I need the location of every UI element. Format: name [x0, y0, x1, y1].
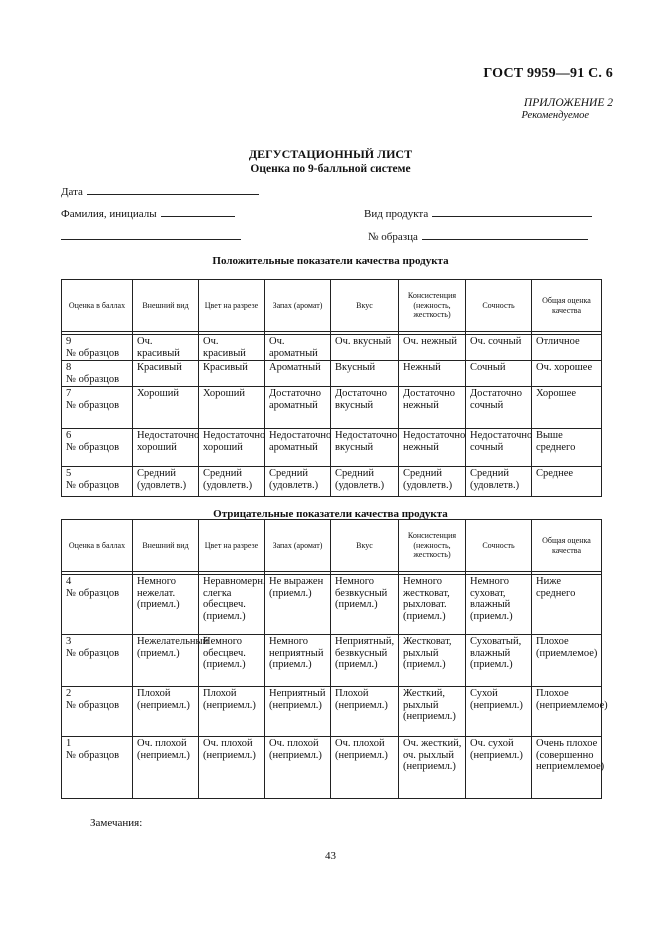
table-cell: Суховатый, влажный (приемл.) [466, 635, 532, 687]
column-header: Вкус [331, 520, 399, 572]
table-row [62, 429, 602, 467]
table-cell: Немного жестковат, рыхловат. (приемл.) [399, 575, 466, 635]
table-cell: Хороший [199, 387, 265, 429]
table-cell: Оч. плохой (неприемл.) [199, 737, 265, 799]
sample-label: № образцов [66, 373, 120, 385]
sample-label: № образца [368, 231, 418, 243]
score-cell [62, 335, 133, 361]
score-cell [62, 687, 133, 737]
table-row [62, 467, 602, 497]
negative-header-row [62, 520, 602, 572]
column-header: Оценка в баллах [62, 280, 133, 332]
table-cell: Немного неприятный (приемл.) [265, 635, 331, 687]
date-label: Дата [61, 186, 83, 198]
table-cell: Красивый [199, 361, 265, 387]
positive-caption: Положительные показатели качества продукта [212, 255, 449, 267]
sample-label: № образцов [66, 347, 120, 359]
page-subtitle: Оценка по 9-балльной системе [250, 163, 411, 175]
score-cell [62, 387, 133, 429]
table-row [62, 687, 602, 737]
table-cell: Оч. ароматный [265, 335, 331, 361]
table-cell: Средний (удовлетв.) [265, 467, 331, 497]
column-header: Оценка в баллах [62, 520, 133, 572]
score-value: 8 [66, 362, 72, 373]
column-header: Запах (аромат) [265, 520, 331, 572]
table-cell: Сухой (неприемл.) [466, 687, 532, 737]
table-cell: Немного нежелат. (приемл.) [133, 575, 199, 635]
table-row [62, 737, 602, 799]
table-cell: Жестковат, рыхлый (приемл.) [399, 635, 466, 687]
sample-label: № образцов [66, 647, 120, 659]
standard-number: ГОСТ 9959—91 С. 6 [483, 66, 613, 81]
sample-field[interactable] [368, 231, 588, 243]
table-cell: Плохое (приемлемое) [532, 635, 602, 687]
table-cell: Жесткий, рыхлый (неприемл.) [399, 687, 466, 737]
table-cell: Оч. жесткий, оч. рыхлый (неприемл.) [399, 737, 466, 799]
column-header: Вкус [331, 280, 399, 332]
score-cell [62, 361, 133, 387]
score-value: 2 [66, 688, 72, 699]
recommended-label: Рекомендуемое [521, 110, 589, 121]
table-row [62, 335, 602, 361]
product-field[interactable] [364, 208, 592, 220]
negative-quality-table [61, 519, 608, 799]
name-field-continuation[interactable] [61, 231, 241, 243]
column-header: Общая оценка качества [532, 280, 602, 332]
table-cell: Немного безвкусный (приемл.) [331, 575, 399, 635]
table-cell: Немного суховат, влажный (приемл.) [466, 575, 532, 635]
table-cell: Недостаточно вкусный [331, 429, 399, 467]
table-cell: Достаточно ароматный [265, 387, 331, 429]
name-field[interactable] [61, 208, 235, 220]
name-label: Фамилия, инициалы [61, 208, 157, 220]
column-header: Сочность [466, 280, 532, 332]
score-value: 1 [66, 738, 72, 749]
table-cell: Недостаточно хороший [199, 429, 265, 467]
sample-label: № образцов [66, 699, 120, 711]
table-cell: Средний (удовлетв.) [331, 467, 399, 497]
table-row [62, 361, 602, 387]
table-cell: Недостаточно хороший [133, 429, 199, 467]
table-cell: Оч. вкусный [331, 335, 399, 361]
sample-label: № образцов [66, 587, 120, 599]
table-cell: Вкусный [331, 361, 399, 387]
column-header: Цвет на разрезе [199, 280, 265, 332]
table-cell: Средний (удовлетв.) [133, 467, 199, 497]
score-value: 9 [66, 336, 72, 347]
positive-quality-table [61, 279, 602, 497]
table-row [62, 387, 602, 429]
table-cell: Плохое (неприемлемое) [532, 687, 602, 737]
column-header: Сочность [466, 520, 532, 572]
table-cell: Средний (удовлетв.) [199, 467, 265, 497]
score-value: 4 [66, 576, 72, 587]
column-header: Цвет на разрезе [199, 520, 265, 572]
table-cell: Достаточно вкусный [331, 387, 399, 429]
table-cell: Недостаточно ароматный [265, 429, 331, 467]
column-header: Консистенция (нежность, жесткость) [399, 520, 466, 572]
table-cell: Ниже среднего [532, 575, 602, 635]
negative-caption: Отрицательные показатели качества продукта [213, 508, 448, 520]
table-row [62, 635, 602, 687]
table-cell: Отличное [532, 335, 602, 361]
score-value: 3 [66, 636, 72, 647]
table-cell: Неравномерн. слегка обесцвеч. (приемл.) [199, 575, 265, 635]
table-cell: Средний (удовлетв.) [466, 467, 532, 497]
column-header: Общая оценка качества [532, 520, 602, 572]
sample-label: № образцов [66, 749, 120, 761]
table-cell: Недостаточно сочный [466, 429, 532, 467]
table-cell: Хорошее [532, 387, 602, 429]
table-cell: Нежелательный (приемл.) [133, 635, 199, 687]
positive-table-body [62, 280, 602, 497]
table-cell: Красивый [133, 361, 199, 387]
appendix-label: ПРИЛОЖЕНИЕ 2 [523, 97, 613, 109]
table-cell: Среднее [532, 467, 602, 497]
score-cell [62, 429, 133, 467]
positive-header-row [62, 280, 602, 332]
table-cell: Средний (удовлетв.) [399, 467, 466, 497]
negative-table-body [62, 520, 608, 799]
date-field[interactable] [61, 186, 259, 198]
table-cell: Не выражен (приемл.) [265, 575, 331, 635]
column-header: Консистенция (нежность, жесткость) [399, 280, 466, 332]
score-value: 6 [66, 430, 72, 441]
table-cell: Оч. красивый [133, 335, 199, 361]
sample-label: № образцов [66, 441, 120, 453]
column-header: Внешний вид [133, 280, 199, 332]
table-cell: Сочный [466, 361, 532, 387]
table-cell: Оч. сухой (неприемл.) [466, 737, 532, 799]
score-cell [62, 737, 133, 799]
table-cell: Нежный [399, 361, 466, 387]
table-cell: Достаточно сочный [466, 387, 532, 429]
sample-label: № образцов [66, 399, 120, 411]
table-row [62, 575, 602, 635]
table-cell: Неприятный, безвкусный (приемл.) [331, 635, 399, 687]
score-cell [62, 635, 133, 687]
page-number: 43 [325, 850, 336, 862]
table-cell: Хороший [133, 387, 199, 429]
page-title: ДЕГУСТАЦИОННЫЙ ЛИСТ [248, 147, 413, 161]
table-cell: Оч. сочный [466, 335, 532, 361]
table-cell: Оч. плохой (неприемл.) [331, 737, 399, 799]
score-value: 7 [66, 388, 72, 399]
table-cell: Неприятный (неприемл.) [265, 687, 331, 737]
score-cell [62, 575, 133, 635]
table-cell: Немного обесцвеч. (приемл.) [199, 635, 265, 687]
table-cell: Плохой (неприемл.) [199, 687, 265, 737]
product-label: Вид продукта [364, 208, 429, 220]
table-cell: Оч. хорошее [532, 361, 602, 387]
table-cell: Плохой (неприемл.) [133, 687, 199, 737]
table-cell: Ароматный [265, 361, 331, 387]
column-header: Внешний вид [133, 520, 199, 572]
sample-label: № образцов [66, 479, 120, 491]
remarks-label: Замечания: [90, 817, 143, 829]
table-cell: Оч. нежный [399, 335, 466, 361]
table-cell: Очень плохое (совершенно неприемлемое) [532, 737, 602, 799]
table-cell: Недостаточно нежный [399, 429, 466, 467]
table-cell: Оч. красивый [199, 335, 265, 361]
column-header: Запах (аромат) [265, 280, 331, 332]
table-cell: Плохой (неприемл.) [331, 687, 399, 737]
score-cell [62, 467, 133, 497]
table-cell: Оч. плохой (неприемл.) [265, 737, 331, 799]
table-cell: Достаточно нежный [399, 387, 466, 429]
score-value: 5 [66, 468, 72, 479]
table-cell: Оч. плохой (неприемл.) [133, 737, 199, 799]
table-cell: Выше среднего [532, 429, 602, 467]
